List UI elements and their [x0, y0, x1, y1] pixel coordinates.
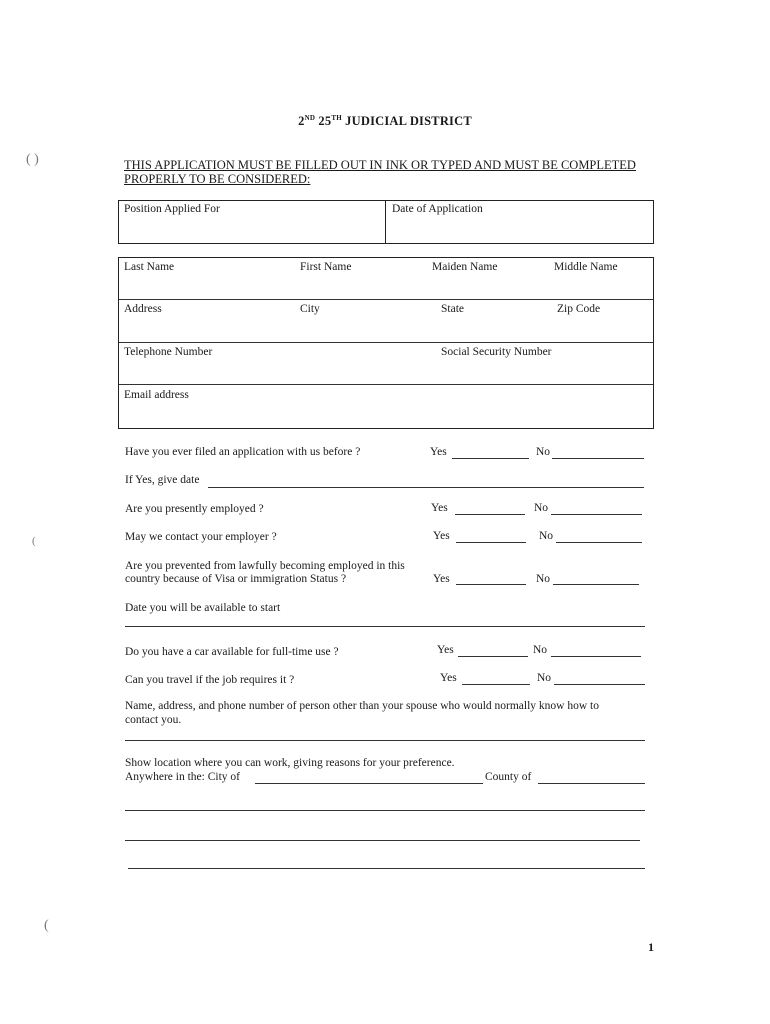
- first-name-label: First Name: [300, 261, 352, 273]
- yes-label: Yes: [433, 573, 450, 585]
- no-blank[interactable]: [553, 584, 639, 585]
- contact-person-question-line2: contact you.: [125, 714, 182, 726]
- email-label: Email address: [124, 389, 189, 401]
- availability-question: Date you will be available to start: [125, 602, 281, 614]
- no-label: No: [534, 502, 549, 514]
- maiden-name-label: Maiden Name: [432, 261, 498, 273]
- give-date-label: If Yes, give date: [125, 474, 200, 486]
- personal-info-box: [118, 257, 654, 429]
- yes-blank[interactable]: [458, 656, 528, 657]
- visa-question-line1: Are you prevented from lawfully becoming employed in this: [125, 560, 405, 572]
- no-blank[interactable]: [551, 656, 641, 657]
- page-number: 1: [648, 940, 654, 954]
- county-blank[interactable]: [538, 783, 645, 784]
- instructions: THIS APPLICATION MUST BE FILLED OUT IN INK OR TYPED AND MUST BE COMPLETED PROPERLY TO BE CONSIDERED:: [124, 158, 636, 186]
- yes-blank[interactable]: [456, 542, 526, 543]
- city-blank[interactable]: [255, 783, 483, 784]
- yes-label: Yes: [430, 446, 447, 458]
- reasons-blank[interactable]: [128, 868, 645, 869]
- yes-label: Yes: [433, 530, 450, 542]
- date-of-application-label: Date of Application: [392, 203, 483, 215]
- contact-employer-question: May we contact your employer ?: [125, 531, 277, 543]
- zip-code-label: Zip Code: [557, 303, 601, 315]
- date-blank[interactable]: [208, 487, 644, 488]
- yes-blank[interactable]: [452, 458, 529, 459]
- travel-question: Can you travel if the job requires it ?: [125, 674, 295, 686]
- reasons-blank[interactable]: [125, 840, 640, 841]
- visa-question-line2: country because of Visa or immigration Status ?: [125, 573, 347, 585]
- availability-blank[interactable]: [125, 626, 645, 627]
- reasons-blank[interactable]: [125, 810, 645, 811]
- presently-employed-question: Are you presently employed ?: [125, 503, 264, 515]
- anywhere-city-label: Anywhere in the: City of: [125, 771, 240, 783]
- no-blank[interactable]: [552, 458, 644, 459]
- yes-blank[interactable]: [456, 584, 526, 585]
- scan-mark: (: [44, 918, 49, 933]
- yes-label: Yes: [437, 644, 454, 656]
- no-label: No: [536, 573, 551, 585]
- no-label: No: [536, 446, 551, 458]
- contact-person-blank[interactable]: [125, 740, 645, 741]
- telephone-label: Telephone Number: [124, 346, 213, 358]
- scan-mark: ( ): [26, 152, 39, 167]
- contact-person-question-line1: Name, address, and phone number of person other than your spouse who would normally know how to: [125, 700, 599, 712]
- no-blank[interactable]: [554, 684, 645, 685]
- scan-mark: (: [32, 535, 36, 547]
- box-divider: [385, 200, 386, 244]
- state-label: State: [441, 303, 464, 315]
- address-label: Address: [124, 303, 162, 315]
- row-divider: [119, 384, 653, 385]
- position-applied-label: Position Applied For: [124, 203, 220, 215]
- no-label: No: [537, 672, 552, 684]
- city-label: City: [300, 303, 320, 315]
- yes-blank[interactable]: [455, 514, 525, 515]
- yes-label: Yes: [440, 672, 457, 684]
- document-title: 2ND 25TH JUDICIAL DISTRICT: [298, 114, 472, 129]
- last-name-label: Last Name: [124, 261, 175, 273]
- yes-blank[interactable]: [462, 684, 530, 685]
- work-location-question: Show location where you can work, giving reasons for your preference.: [125, 757, 455, 769]
- previous-application-question: Have you ever filed an application with us before ?: [125, 446, 361, 458]
- yes-label: Yes: [431, 502, 448, 514]
- no-blank[interactable]: [556, 542, 642, 543]
- county-label: County of: [485, 771, 532, 783]
- no-label: No: [533, 644, 548, 656]
- ssn-label: Social Security Number: [441, 346, 552, 358]
- no-blank[interactable]: [551, 514, 642, 515]
- car-available-question: Do you have a car available for full-time use ?: [125, 646, 339, 658]
- middle-name-label: Middle Name: [554, 261, 618, 273]
- row-divider: [119, 342, 653, 343]
- no-label: No: [539, 530, 554, 542]
- row-divider: [119, 299, 653, 300]
